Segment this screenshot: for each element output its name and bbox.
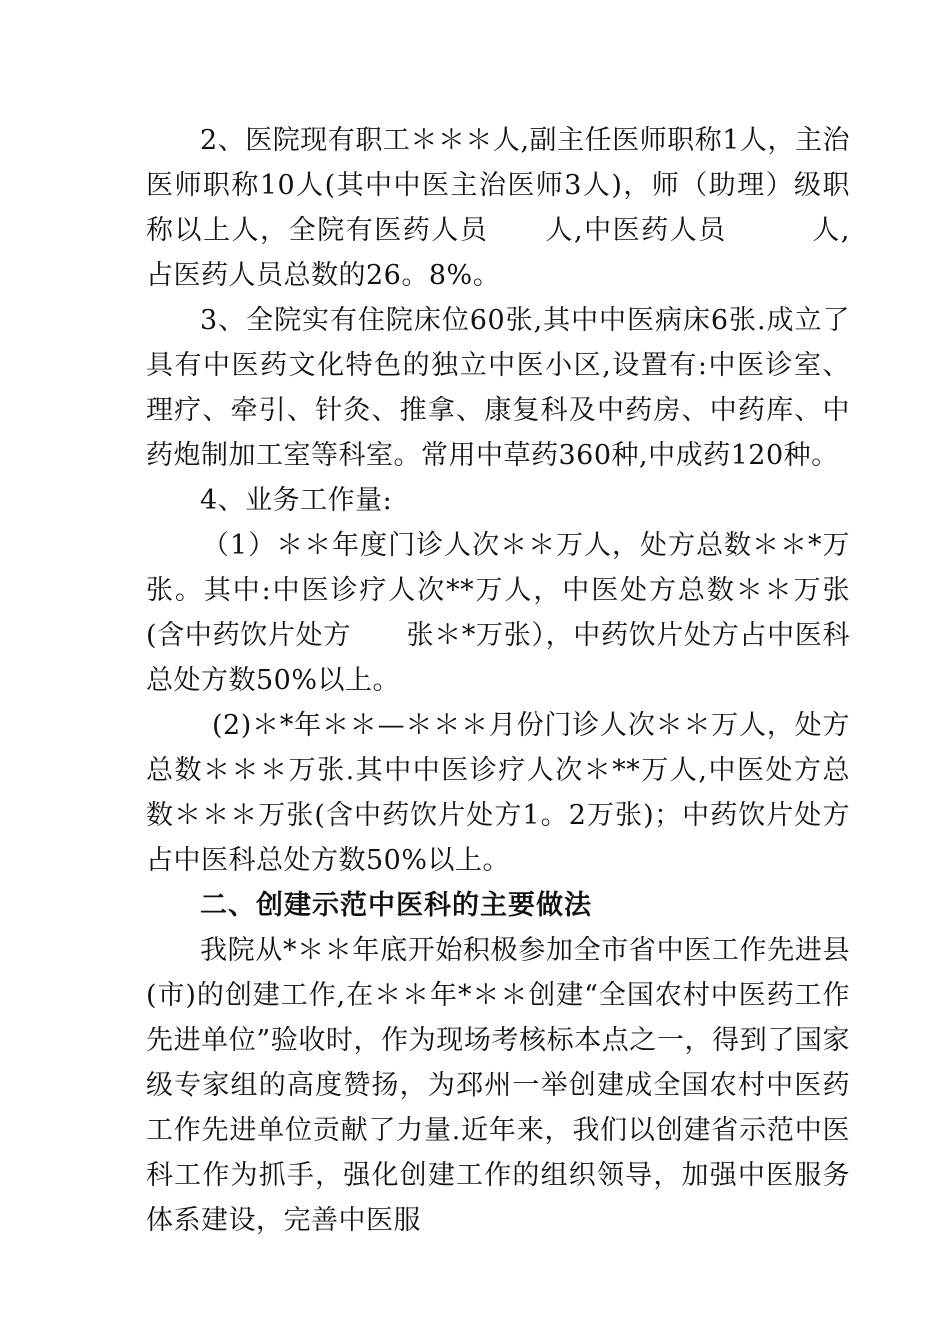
paragraph-practice-intro: 我院从*＊＊年底开始积极参加全市省中医工作先进县(市)的创建工作,在＊＊年*＊＊创建“全国农村中医药工作先进单位”验收时，作为现场考核标本点之一，得到了国家级专家组的高度赞扬，为邳州一举创建成全国农村中医药工作先进单位贡献了力量.近年来，我们以创建省示范中医科工作为抓手，强化创建工作的组织领导，加强中医服务体系建设，完善中医服 [146,935,850,1236]
paragraph-beds-facilities: 3、全院实有住院床位60张,其中中医病床6张.成立了具有中医药文化特色的独立中医小区,设置有:中医诊室、理疗、牵引、针灸、推拿、康复科及中药房、中药库、中药炮制加工室等科室。常用中草药360种,中成药120种。 [146,305,850,471]
paragraph-workload-title: 4、业务工作量: [200,485,393,516]
paragraph-workload-annual: （1）＊＊年度门诊人次＊＊万人，处方总数＊＊*万张。其中:中医诊疗人次**万人，中医处方总数＊＊万张(含中药饮片处方 张＊*万张），中药饮片处方占中医科总处方数50%以上。 [146,530,850,696]
paragraph-workload-monthly: (2)＊*年＊＊—＊＊＊月份门诊人次＊＊万人，处方总数＊＊＊万张.其中中医诊疗人次＊**万人,中医处方总数＊＊＊万张(含中药饮片处方1。2万张)；中药饮片处方占中医科总处方数50%以上。 [146,710,850,876]
document-body [146,118,850,1243]
section-heading: 二、创建示范中医科的主要做法 [200,890,592,921]
paragraph-staffing: 2、医院现有职工＊＊＊人,副主任医师职称1人，主治医师职称10人(其中中医主治医师3人)，师（助理）级职称以上人，全院有医药人员 人,中医药人员 人,占医药人员总数的26。8%。 [146,125,850,291]
